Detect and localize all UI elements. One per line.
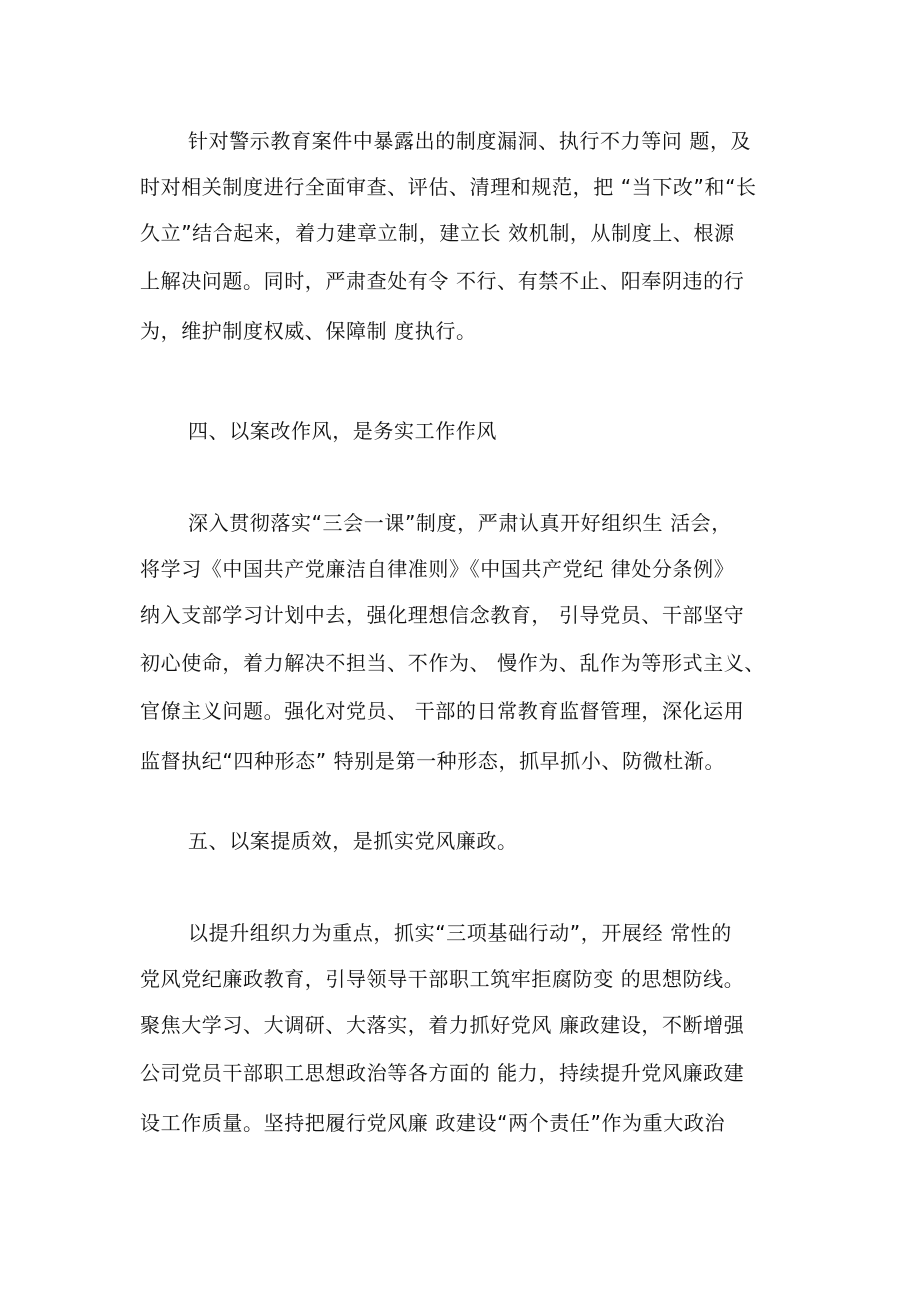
paragraph-2-line-6: 监督执纪“四种形态” 特别是第一种形态，抓早抓小、防微杜渐。 — [140, 749, 726, 773]
section-heading-4: 四、以案改作风，是务实工作作风 — [188, 419, 497, 443]
paragraph-2-line-5: 官僚主义问题。强化对党员、 干部的日常教育监督管理，深化运用 — [140, 699, 745, 723]
paragraph-3-line-1: 以提升组织力为重点，抓实“三项基础行动”，开展经 常性的 — [188, 921, 732, 945]
paragraph-2-line-3: 纳入支部学习计划中去，强化理想信念教育， 引导党员、干部坚守 — [140, 603, 745, 627]
paragraph-2-line-4: 初心使命，着力解决不担当、不作为、 慢作为、乱作为等形式主义、 — [140, 651, 765, 675]
paragraph-3-line-5: 设工作质量。坚持把履行党风廉 政建设“两个责任”作为重大政治 — [140, 1111, 726, 1135]
paragraph-2-line-2: 将学习《中国共产党廉洁自律准则》《中国共产党纪 律处分条例》 — [140, 557, 735, 581]
paragraph-1-line-3: 久立”结合起来，着力建章立制，建立长 效机制，从制度上、根源 — [140, 221, 735, 245]
paragraph-2-line-1: 深入贯彻落实“三会一课”制度，严肃认真开好组织生 活会， — [188, 511, 732, 535]
paragraph-3-line-4: 公司党员干部职工思想政治等各方面的 能力，持续提升党风廉政建 — [140, 1061, 745, 1085]
paragraph-1-line-1: 针对警示教育案件中暴露出的制度漏洞、执行不力等问 题，及 — [188, 129, 752, 153]
paragraph-3-line-2: 党风党纪廉政教育，引导领导干部职工筑牢拒腐防变 的思想防线。 — [140, 967, 745, 991]
paragraph-3-line-3: 聚焦大学习、大调研、大落实，着力抓好党风 廉政建设，不断增强 — [140, 1013, 745, 1037]
section-heading-5: 五、以案提质效，是抓实党风廉政。 — [188, 829, 518, 853]
paragraph-1-line-5: 为，维护制度权威、保障制 度执行。 — [140, 319, 477, 343]
paragraph-1-line-2: 时对相关制度进行全面审查、评估、清理和规范，把 “当下改”和“长 — [140, 175, 757, 199]
paragraph-1-line-4: 上解决问题。同时，严肃查处有令 不行、有禁不止、阳奉阴违的行 — [140, 269, 745, 293]
